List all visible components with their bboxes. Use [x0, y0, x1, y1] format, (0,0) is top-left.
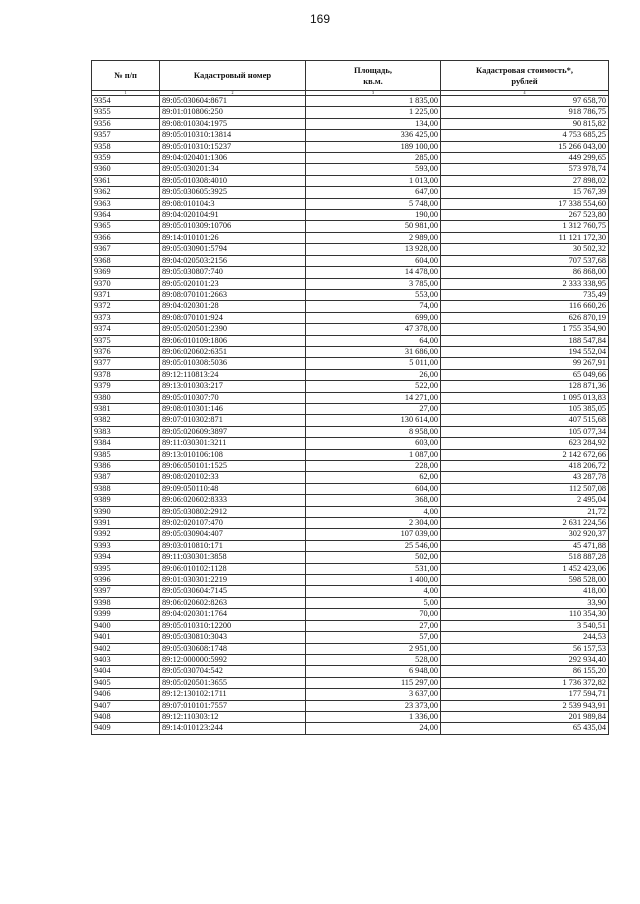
cell-cadastral-value: 17 338 554,60 [441, 198, 609, 209]
table-row [92, 335, 609, 346]
cell-cadastral-number: 89:05:010310:13814 [160, 130, 306, 141]
cell-area: 2 304,00 [306, 518, 441, 529]
cell-cadastral-value: 598 528,00 [441, 575, 609, 586]
cell-cadastral-value: 1 736 372,82 [441, 677, 609, 688]
cell-cadastral-number: 89:07:010302:871 [160, 415, 306, 426]
cell-cadastral-value: 201 989,84 [441, 711, 609, 722]
cell-index: 9406 [92, 689, 160, 700]
cell-index: 9409 [92, 723, 160, 734]
cell-cadastral-value: 33,90 [441, 597, 609, 608]
cell-cadastral-value: 65 049,66 [441, 369, 609, 380]
table-row [92, 620, 609, 631]
cell-cadastral-number: 89:05:010309:10706 [160, 221, 306, 232]
cell-cadastral-value: 267 523,80 [441, 210, 609, 221]
header-area: Площадь, кв.м. [306, 61, 441, 91]
cell-index: 9359 [92, 153, 160, 164]
cell-cadastral-number: 89:01:010806:250 [160, 107, 306, 118]
cell-area: 593,00 [306, 164, 441, 175]
cell-cadastral-number: 89:05:010308:5036 [160, 358, 306, 369]
cell-cadastral-value: 27 898,02 [441, 175, 609, 186]
table-row [92, 643, 609, 654]
cell-area: 31 686,00 [306, 346, 441, 357]
cell-area: 1 013,00 [306, 175, 441, 186]
cell-index: 9383 [92, 426, 160, 437]
cell-cadastral-number: 89:05:030604:8671 [160, 96, 306, 107]
cell-area: 604,00 [306, 255, 441, 266]
cell-index: 9384 [92, 438, 160, 449]
cell-index: 9390 [92, 506, 160, 517]
cell-area: 62,00 [306, 472, 441, 483]
cell-area: 2 951,00 [306, 643, 441, 654]
table-row [92, 324, 609, 335]
table-row [92, 632, 609, 643]
cell-index: 9393 [92, 540, 160, 551]
table-row [92, 597, 609, 608]
cell-cadastral-number: 89:12:130102:1711 [160, 689, 306, 700]
cell-cadastral-number: 89:05:020501:3655 [160, 677, 306, 688]
cell-cadastral-value: 418 206,72 [441, 461, 609, 472]
table-row [92, 518, 609, 529]
cell-index: 9355 [92, 107, 160, 118]
cell-index: 9397 [92, 586, 160, 597]
cell-index: 9358 [92, 141, 160, 152]
cell-area: 14 478,00 [306, 267, 441, 278]
cell-area: 228,00 [306, 461, 441, 472]
cell-area: 1 336,00 [306, 711, 441, 722]
cell-index: 9402 [92, 643, 160, 654]
cell-cadastral-number: 89:06:020602:6351 [160, 346, 306, 357]
cell-index: 9379 [92, 381, 160, 392]
cell-cadastral-number: 89:01:030301:2219 [160, 575, 306, 586]
table-row [92, 438, 609, 449]
table-row [92, 164, 609, 175]
cell-cadastral-value: 11 121 172,30 [441, 232, 609, 243]
cell-cadastral-number: 89:05:030605:3925 [160, 187, 306, 198]
cell-index: 9368 [92, 255, 160, 266]
cell-area: 1 087,00 [306, 449, 441, 460]
cell-cadastral-value: 518 887,28 [441, 552, 609, 563]
cell-index: 9382 [92, 415, 160, 426]
cell-cadastral-value: 105 077,34 [441, 426, 609, 437]
cell-cadastral-number: 89:06:050101:1525 [160, 461, 306, 472]
cell-area: 699,00 [306, 312, 441, 323]
cell-cadastral-value: 56 157,53 [441, 643, 609, 654]
cell-index: 9369 [92, 267, 160, 278]
cell-index: 9385 [92, 449, 160, 460]
cell-index: 9360 [92, 164, 160, 175]
table-row [92, 153, 609, 164]
cell-area: 130 614,00 [306, 415, 441, 426]
table-row [92, 278, 609, 289]
cell-index: 9356 [92, 118, 160, 129]
cell-index: 9370 [92, 278, 160, 289]
cell-index: 9378 [92, 369, 160, 380]
cell-cadastral-value: 90 815,82 [441, 118, 609, 129]
cell-area: 24,00 [306, 723, 441, 734]
cell-cadastral-number: 89:04:020503:2156 [160, 255, 306, 266]
cell-cadastral-number: 89:14:010101:26 [160, 232, 306, 243]
cell-area: 604,00 [306, 483, 441, 494]
column-number: 3 [306, 91, 441, 96]
cell-cadastral-value: 15 266 043,00 [441, 141, 609, 152]
cell-cadastral-value: 707 537,68 [441, 255, 609, 266]
cell-cadastral-value: 1 452 423,06 [441, 563, 609, 574]
table-row [92, 472, 609, 483]
table-row [92, 506, 609, 517]
table-row [92, 289, 609, 300]
table-row [92, 107, 609, 118]
cell-cadastral-number: 89:07:010101:7557 [160, 700, 306, 711]
cell-cadastral-number: 89:05:020101:23 [160, 278, 306, 289]
cell-area: 1 400,00 [306, 575, 441, 586]
cell-area: 189 100,00 [306, 141, 441, 152]
cell-area: 13 928,00 [306, 244, 441, 255]
cell-area: 4,00 [306, 506, 441, 517]
cell-cadastral-value: 105 385,05 [441, 403, 609, 414]
column-number: 2 [160, 91, 306, 96]
cell-cadastral-value: 1 095 013,83 [441, 392, 609, 403]
table-row [92, 232, 609, 243]
table-row [92, 346, 609, 357]
table-row [92, 255, 609, 266]
cell-cadastral-value: 43 287,78 [441, 472, 609, 483]
cell-area: 553,00 [306, 289, 441, 300]
cell-index: 9361 [92, 175, 160, 186]
header-index: № п/п [92, 61, 160, 91]
table-row [92, 552, 609, 563]
cell-area: 64,00 [306, 335, 441, 346]
cell-cadastral-value: 99 267,91 [441, 358, 609, 369]
cell-cadastral-value: 2 539 943,91 [441, 700, 609, 711]
cell-cadastral-number: 89:05:010310:12200 [160, 620, 306, 631]
cell-index: 9407 [92, 700, 160, 711]
cell-cadastral-number: 89:11:030301:3211 [160, 438, 306, 449]
cell-index: 9376 [92, 346, 160, 357]
cell-index: 9399 [92, 609, 160, 620]
cell-cadastral-value: 15 767,39 [441, 187, 609, 198]
cell-index: 9380 [92, 392, 160, 403]
cell-cadastral-number: 89:13:010303:217 [160, 381, 306, 392]
cell-area: 23 373,00 [306, 700, 441, 711]
cell-cadastral-number: 89:05:030608:1748 [160, 643, 306, 654]
cell-cadastral-number: 89:06:010109:1806 [160, 335, 306, 346]
cell-cadastral-number: 89:08:070101:2663 [160, 289, 306, 300]
cell-cadastral-value: 2 631 224,56 [441, 518, 609, 529]
cell-area: 47 378,00 [306, 324, 441, 335]
cell-index: 9374 [92, 324, 160, 335]
cell-cadastral-value: 45 471,88 [441, 540, 609, 551]
cell-cadastral-value: 626 870,19 [441, 312, 609, 323]
table-row [92, 381, 609, 392]
header-cadastral-number: Кадастровый номер [160, 61, 306, 91]
table-row [92, 301, 609, 312]
cadastral-table [91, 60, 609, 735]
table-row [92, 529, 609, 540]
cell-index: 9377 [92, 358, 160, 369]
cell-area: 115 297,00 [306, 677, 441, 688]
cell-cadastral-value: 86 868,00 [441, 267, 609, 278]
cell-area: 6 948,00 [306, 666, 441, 677]
table-row [92, 267, 609, 278]
table-row [92, 198, 609, 209]
table-row [92, 689, 609, 700]
cell-area: 26,00 [306, 369, 441, 380]
cell-index: 9357 [92, 130, 160, 141]
cell-cadastral-value: 244,53 [441, 632, 609, 643]
cell-area: 3 785,00 [306, 278, 441, 289]
cell-area: 190,00 [306, 210, 441, 221]
cell-area: 531,00 [306, 563, 441, 574]
table-row [92, 369, 609, 380]
cell-index: 9401 [92, 632, 160, 643]
table-row [92, 700, 609, 711]
cell-cadastral-value: 573 978,74 [441, 164, 609, 175]
cell-area: 8 958,00 [306, 426, 441, 437]
cell-area: 5 011,00 [306, 358, 441, 369]
cell-cadastral-number: 89:12:000000:5992 [160, 654, 306, 665]
cell-cadastral-number: 89:05:020501:2390 [160, 324, 306, 335]
cell-index: 9404 [92, 666, 160, 677]
cell-area: 70,00 [306, 609, 441, 620]
cell-cadastral-number: 89:04:020104:91 [160, 210, 306, 221]
cell-cadastral-number: 89:06:020602:8263 [160, 597, 306, 608]
cell-cadastral-value: 188 547,84 [441, 335, 609, 346]
cell-area: 502,00 [306, 552, 441, 563]
table-header-row [92, 61, 609, 91]
table-row [92, 483, 609, 494]
cell-index: 9365 [92, 221, 160, 232]
cell-cadastral-number: 89:04:020301:28 [160, 301, 306, 312]
cell-index: 9396 [92, 575, 160, 586]
cell-area: 3 637,00 [306, 689, 441, 700]
cell-area: 603,00 [306, 438, 441, 449]
cell-index: 9363 [92, 198, 160, 209]
cell-cadastral-value: 2 142 672,66 [441, 449, 609, 460]
cell-cadastral-number: 89:12:110303:12 [160, 711, 306, 722]
cell-cadastral-value: 449 299,65 [441, 153, 609, 164]
cell-index: 9386 [92, 461, 160, 472]
cell-cadastral-value: 302 920,37 [441, 529, 609, 540]
cell-index: 9398 [92, 597, 160, 608]
cell-index: 9381 [92, 403, 160, 414]
cell-cadastral-number: 89:03:010810:171 [160, 540, 306, 551]
table-row [92, 711, 609, 722]
cell-cadastral-number: 89:09:050110:48 [160, 483, 306, 494]
cell-area: 107 039,00 [306, 529, 441, 540]
cell-cadastral-value: 407 515,68 [441, 415, 609, 426]
cell-area: 74,00 [306, 301, 441, 312]
cell-area: 1 835,00 [306, 96, 441, 107]
cell-index: 9371 [92, 289, 160, 300]
cell-cadastral-number: 89:05:010307:70 [160, 392, 306, 403]
table-row [92, 586, 609, 597]
cell-index: 9366 [92, 232, 160, 243]
table-row [92, 666, 609, 677]
header-cadastral-value: Кадастровая стоимость*, рублей [441, 61, 609, 91]
cell-area: 50 981,00 [306, 221, 441, 232]
table-row [92, 426, 609, 437]
table-row [92, 210, 609, 221]
cell-area: 14 271,00 [306, 392, 441, 403]
cell-cadastral-value: 3 540,51 [441, 620, 609, 631]
cell-index: 9387 [92, 472, 160, 483]
cell-index: 9367 [92, 244, 160, 255]
table-row [92, 118, 609, 129]
cell-area: 57,00 [306, 632, 441, 643]
table-row [92, 403, 609, 414]
cell-cadastral-value: 1 755 354,90 [441, 324, 609, 335]
table-row [92, 449, 609, 460]
cell-cadastral-number: 89:05:030810:3043 [160, 632, 306, 643]
cell-cadastral-number: 89:12:110813:24 [160, 369, 306, 380]
cell-cadastral-value: 623 284,92 [441, 438, 609, 449]
cell-area: 5,00 [306, 597, 441, 608]
table-row [92, 358, 609, 369]
table-row [92, 563, 609, 574]
cell-index: 9372 [92, 301, 160, 312]
cell-cadastral-value: 110 354,30 [441, 609, 609, 620]
cell-index: 9388 [92, 483, 160, 494]
column-number: 4 [441, 91, 609, 96]
table-row [92, 312, 609, 323]
table-row [92, 540, 609, 551]
column-number: 1 [92, 91, 160, 96]
cell-cadastral-number: 89:08:020102:33 [160, 472, 306, 483]
cell-cadastral-number: 89:06:020602:8333 [160, 495, 306, 506]
cell-cadastral-number: 89:08:010104:3 [160, 198, 306, 209]
cell-cadastral-number: 89:05:030807:740 [160, 267, 306, 278]
cell-index: 9405 [92, 677, 160, 688]
cell-area: 25 546,00 [306, 540, 441, 551]
table-row [92, 575, 609, 586]
cell-area: 647,00 [306, 187, 441, 198]
table-row [92, 495, 609, 506]
cell-cadastral-number: 89:02:020107:470 [160, 518, 306, 529]
cell-index: 9389 [92, 495, 160, 506]
cell-cadastral-value: 86 155,20 [441, 666, 609, 677]
cell-cadastral-number: 89:05:030201:34 [160, 164, 306, 175]
cell-area: 27,00 [306, 403, 441, 414]
cell-cadastral-value: 194 552,04 [441, 346, 609, 357]
cell-index: 9408 [92, 711, 160, 722]
cell-cadastral-number: 89:13:010106:108 [160, 449, 306, 460]
cell-cadastral-number: 89:05:030802:2912 [160, 506, 306, 517]
cell-cadastral-value: 97 658,70 [441, 96, 609, 107]
cell-cadastral-value: 918 786,75 [441, 107, 609, 118]
cell-area: 5 748,00 [306, 198, 441, 209]
cell-index: 9364 [92, 210, 160, 221]
cell-cadastral-value: 2 333 338,95 [441, 278, 609, 289]
cell-index: 9395 [92, 563, 160, 574]
table-row [92, 141, 609, 152]
cell-cadastral-number: 89:05:030904:407 [160, 529, 306, 540]
cell-cadastral-number: 89:05:030704:542 [160, 666, 306, 677]
cell-cadastral-number: 89:08:070101:924 [160, 312, 306, 323]
cell-cadastral-value: 21,72 [441, 506, 609, 517]
cell-area: 522,00 [306, 381, 441, 392]
cell-index: 9403 [92, 654, 160, 665]
cell-cadastral-value: 418,00 [441, 586, 609, 597]
cell-cadastral-number: 89:04:020301:1764 [160, 609, 306, 620]
table-row [92, 677, 609, 688]
cell-cadastral-number: 89:14:010123:244 [160, 723, 306, 734]
cell-cadastral-number: 89:05:010308:4010 [160, 175, 306, 186]
cell-area: 27,00 [306, 620, 441, 631]
cell-area: 285,00 [306, 153, 441, 164]
cell-index: 9391 [92, 518, 160, 529]
table-row [92, 187, 609, 198]
cell-cadastral-number: 89:08:010304:1975 [160, 118, 306, 129]
page-number: 169 [309, 12, 331, 26]
table-row [92, 415, 609, 426]
cell-area: 336 425,00 [306, 130, 441, 141]
cell-cadastral-value: 128 871,36 [441, 381, 609, 392]
cell-cadastral-value: 30 502,32 [441, 244, 609, 255]
cell-area: 528,00 [306, 654, 441, 665]
cell-index: 9362 [92, 187, 160, 198]
cell-index: 9394 [92, 552, 160, 563]
cell-index: 9375 [92, 335, 160, 346]
cell-cadastral-value: 4 753 685,25 [441, 130, 609, 141]
cell-cadastral-number: 89:04:020401:1306 [160, 153, 306, 164]
cell-area: 4,00 [306, 586, 441, 597]
cell-cadastral-value: 292 934,40 [441, 654, 609, 665]
table-body [92, 96, 609, 735]
cell-area: 2 989,00 [306, 232, 441, 243]
table-row [92, 461, 609, 472]
cell-cadastral-number: 89:05:030604:7145 [160, 586, 306, 597]
cell-cadastral-value: 112 507,08 [441, 483, 609, 494]
cell-index: 9373 [92, 312, 160, 323]
cell-cadastral-value: 116 660,26 [441, 301, 609, 312]
cell-index: 9400 [92, 620, 160, 631]
cell-index: 9354 [92, 96, 160, 107]
table-row [92, 609, 609, 620]
table-row [92, 244, 609, 255]
table-row [92, 654, 609, 665]
cell-cadastral-value: 735,49 [441, 289, 609, 300]
table-row [92, 392, 609, 403]
cell-cadastral-value: 2 495,04 [441, 495, 609, 506]
cell-cadastral-number: 89:05:010310:15237 [160, 141, 306, 152]
cell-index: 9392 [92, 529, 160, 540]
cell-cadastral-number: 89:08:010301:146 [160, 403, 306, 414]
table-row [92, 723, 609, 734]
cell-area: 368,00 [306, 495, 441, 506]
table-row [92, 96, 609, 107]
table-row [92, 130, 609, 141]
cell-cadastral-number: 89:06:010102:1128 [160, 563, 306, 574]
cell-area: 1 225,00 [306, 107, 441, 118]
cell-cadastral-value: 65 435,04 [441, 723, 609, 734]
table-row [92, 175, 609, 186]
cell-cadastral-value: 177 594,71 [441, 689, 609, 700]
cell-cadastral-number: 89:05:030901:5794 [160, 244, 306, 255]
cell-cadastral-number: 89:05:020609:3897 [160, 426, 306, 437]
cell-cadastral-number: 89:11:030301:3858 [160, 552, 306, 563]
cell-area: 134,00 [306, 118, 441, 129]
table-row [92, 221, 609, 232]
cell-cadastral-value: 1 312 760,75 [441, 221, 609, 232]
